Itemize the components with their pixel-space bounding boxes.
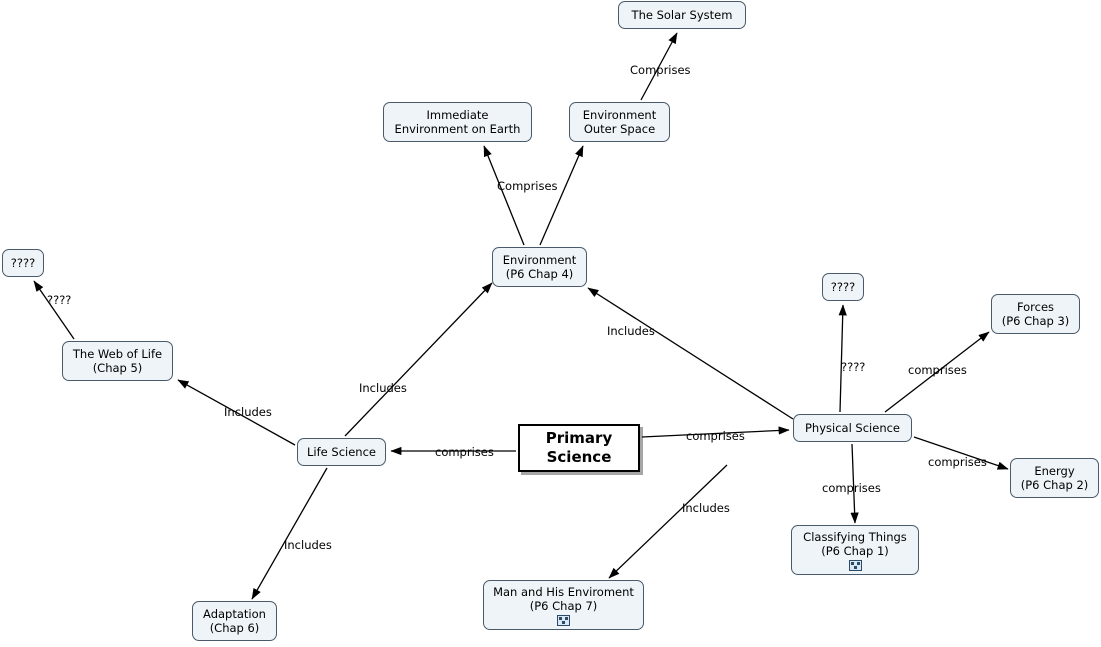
node-forces-p6-chap3[interactable] [991, 294, 1080, 334]
node-label: Environment [582, 108, 657, 122]
node-life-science[interactable] [297, 438, 386, 466]
edge-label-primary-to-life: comprises [435, 445, 494, 459]
node-label: Immediate [426, 108, 489, 122]
node-label: ???? [10, 256, 36, 270]
edge-label-physical-to-energy: comprises [928, 455, 987, 469]
node-label: Environment [502, 253, 577, 267]
node-label: Adaptation [203, 607, 266, 621]
node-sublabel: (P6 Chap 2) [1020, 478, 1089, 492]
node-label: Classifying Things [803, 529, 907, 544]
node-primary-science[interactable] [518, 424, 640, 472]
node-label: Energy [1034, 464, 1075, 478]
node-web-of-life-chap5[interactable] [62, 341, 173, 381]
edge-env-to-outer-space [540, 146, 583, 245]
node-environment-outer-space[interactable] [569, 102, 670, 142]
node-sublabel: (P6 Chap 4) [505, 267, 574, 281]
node-label: ???? [830, 280, 856, 294]
edge-label-life-to-web: Includes [224, 405, 272, 419]
node-label: Man and His Enviroment [493, 584, 634, 599]
node-sublabel: (Chap 5) [92, 361, 143, 375]
edge-life-to-env [345, 283, 492, 436]
node-adaptation-chap6[interactable] [192, 601, 277, 641]
edge-label-env-comprises-label: Comprises [497, 179, 558, 193]
node-sublabel: Science [546, 448, 612, 466]
node-sublabel: (Chap 6) [209, 621, 260, 635]
edge-label-physical-to-classifying: comprises [822, 481, 881, 495]
node-label: Life Science [307, 445, 376, 459]
resource-group-icon[interactable] [849, 560, 862, 571]
node-sublabel: (P6 Chap 7) [529, 598, 598, 613]
node-solar-system[interactable] [618, 1, 746, 29]
node-label: Primary [545, 429, 613, 447]
resource-group-icon[interactable] [557, 615, 570, 626]
edge-physical-to-env [588, 288, 793, 419]
edge-label-web-to-unknown-left: ???? [47, 293, 72, 307]
edge-label-physical-to-forces: comprises [908, 363, 967, 377]
edge-label-physical-to-unknown-right: ???? [841, 360, 866, 374]
node-sublabel: (P6 Chap 1) [821, 543, 889, 558]
edge-label-env-outer-to-solar: Comprises [630, 63, 691, 77]
edge-primary-to-man [609, 465, 727, 578]
node-label: The Solar System [631, 8, 733, 22]
node-sublabel: (P6 Chap 3) [1001, 314, 1070, 328]
edge-web-to-unknown-left [34, 281, 74, 339]
edge-label-physical-to-env: Includes [607, 324, 655, 338]
edge-label-primary-to-man: Includes [682, 501, 730, 515]
node-physical-science[interactable] [793, 414, 912, 442]
edge-label-primary-to-physical: comprises [686, 429, 745, 443]
node-unknown-left[interactable] [2, 249, 44, 277]
node-unknown-right[interactable] [822, 273, 864, 301]
node-sublabel: Outer Space [583, 122, 656, 136]
node-environment-p6-chap4[interactable] [492, 247, 587, 287]
edge-physical-to-unknown-right [840, 305, 843, 412]
node-classifying-things-p6-chap1[interactable] [791, 525, 919, 575]
edge-label-life-to-env: Includes [359, 381, 407, 395]
node-sublabel: Environment on Earth [394, 122, 521, 136]
node-immediate-environment[interactable] [383, 102, 532, 142]
node-label: Forces [1016, 300, 1055, 314]
node-label: The Web of Life [72, 347, 163, 361]
node-energy-p6-chap2[interactable] [1010, 458, 1099, 498]
node-label: Physical Science [804, 421, 900, 435]
node-man-and-his-enviroment-p6-chap7[interactable] [483, 580, 644, 630]
edge-env-to-immediate [484, 146, 524, 245]
edge-life-to-adaptation [252, 468, 327, 599]
edge-label-life-to-adaptation: Includes [284, 538, 332, 552]
